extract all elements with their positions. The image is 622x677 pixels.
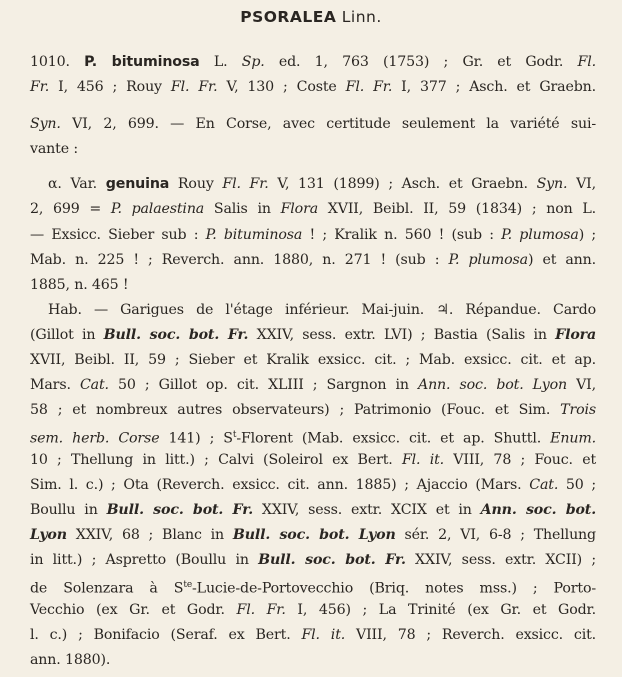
text-segment: Syn.: [30, 116, 61, 132]
text-segment: XXIV, 68 ; Blanc in: [66, 527, 233, 543]
text-segment: vante :: [30, 141, 78, 157]
text-line: [30, 500, 596, 520]
text-segment: Fl. it.: [301, 627, 346, 643]
text-segment: P. plumosa: [501, 227, 579, 243]
text-segment: (Gillot in: [30, 327, 104, 343]
text-segment: l. c.) ; Bonifacio (Seraf. ex Bert.: [30, 627, 302, 643]
text-segment: Boullu in: [30, 502, 107, 518]
text-segment: V, 131 (1899) ; Asch. et Graebn.: [268, 176, 537, 192]
text-line: [30, 225, 596, 245]
genus-author: Linn.: [341, 8, 382, 26]
text-line: [30, 600, 596, 620]
text-line: [30, 77, 596, 97]
text-segment: Rouy: [169, 176, 223, 192]
text-line: [30, 575, 596, 599]
text-segment: Cat.: [79, 377, 109, 393]
text-segment: sem. herb. Corse: [30, 430, 160, 447]
text-segment: in litt.) ; Aspretto (Boullu in: [30, 552, 259, 568]
text-line: [30, 475, 596, 495]
text-segment: XVII, Beibl. II, 59 (1834) ; non L.: [318, 201, 596, 217]
text-segment: Ann. soc. bot. Lyon: [417, 377, 567, 393]
text-segment: VIII, 78 ; Fouc. et: [444, 452, 596, 468]
text-segment: Salis in: [204, 201, 281, 217]
text-segment: Bull. soc. bot. Fr.: [103, 327, 249, 343]
text-line: [30, 275, 596, 295]
text-line: [30, 450, 596, 470]
text-line: [30, 375, 596, 395]
text-segment: Sim. l. c.) ; Ota (Reverch. exsicc. cit. ann. 1885) ; Ajaccio (Mars.: [30, 477, 530, 493]
text-segment: 1885, n. 465 !: [30, 277, 129, 293]
text-segment: 10 ; Thellung in litt.) ; Calvi (Soleirol ex Bert.: [30, 452, 402, 468]
text-segment: te: [183, 580, 193, 590]
text-segment: VI,: [566, 377, 596, 393]
text-segment: I, 456) ; La Trinité (ex Gr. et Godr.: [285, 602, 596, 618]
text-segment: Cat.: [529, 477, 559, 493]
text-segment: Flora: [555, 327, 596, 343]
text-segment: ed. 1, 763 (1753) ; Gr. et Godr.: [264, 54, 578, 70]
text-segment: ! ; Kralik n. 560 ! (sub :: [302, 227, 502, 243]
text-segment: Fl. it.: [401, 452, 444, 468]
text-segment: 58 ; et nombreux autres observateurs) ; Patrimonio (Fouc. et Sim.: [30, 402, 561, 418]
text-segment: t: [232, 430, 237, 440]
text-line: [30, 114, 596, 134]
text-segment: Bull. soc. bot. Lyon: [232, 527, 396, 543]
text-line: [30, 52, 596, 72]
text-segment: P. bituminosa: [84, 54, 200, 70]
text-segment: Syn.: [536, 176, 568, 192]
text-line: [30, 650, 596, 670]
text-segment: Hab. — Garigues de l'étage inférieur. Mai-juin. ♃. Répandue. Cardo: [48, 302, 596, 318]
text-segment: I, 377 ; Asch. et Graebn.: [392, 79, 596, 95]
text-line: [30, 350, 596, 370]
text-segment: Mars.: [30, 377, 80, 393]
text-line: [30, 400, 596, 420]
text-segment: VI, 2, 699. — En Corse, avec certitude seulement la variété sui-: [60, 116, 596, 132]
text-segment: Bull. soc. bot. Fr.: [106, 502, 254, 518]
text-segment: ) ;: [578, 227, 597, 243]
text-segment: L.: [199, 54, 242, 70]
text-segment: P. plumosa: [448, 252, 528, 268]
text-segment: Mab. n. 225 ! ; Reverch. ann. 1880, n. 271 ! (sub :: [30, 252, 449, 268]
text-segment: XXIV, sess. extr. XCII) ;: [405, 552, 596, 568]
text-line: [48, 174, 596, 194]
text-segment: P. palaestina: [110, 201, 205, 217]
text-line: [48, 300, 596, 320]
text-segment: I, 456 ; Rouy: [49, 79, 171, 95]
text-line: [30, 139, 596, 159]
text-segment: XVII, Beibl. II, 59 ; Sieber et Kralik exsicc. cit. ; Mab. exsicc. cit. et ap.: [30, 352, 596, 368]
text-segment: sér. 2, VI, 6-8 ; Thellung: [395, 527, 596, 543]
text-line: [30, 250, 596, 270]
text-segment: Trois: [560, 402, 596, 418]
text-segment: VI,: [567, 176, 596, 192]
text-segment: — Exsicc. Sieber sub :: [30, 227, 206, 243]
text-segment: -Florent (Mab. exsicc. cit. et ap. Shuttl.: [236, 430, 551, 447]
text-segment: Fl.: [577, 54, 596, 70]
text-segment: Flora: [280, 201, 319, 217]
text-segment: 50 ; Gillot op. cit. XLIII ; Sargnon in: [108, 377, 418, 393]
text-segment: de Solenzara à S: [30, 580, 184, 597]
text-segment: α. Var.: [48, 176, 106, 192]
text-segment: V, 130 ; Coste: [217, 79, 346, 95]
text-segment: Bull. soc. bot. Fr.: [258, 552, 406, 568]
genus-name: PSORALEA: [240, 8, 337, 26]
text-segment: XXIV, sess. extr. XCIX et in: [253, 502, 481, 518]
text-segment: P. bituminosa: [205, 227, 303, 243]
text-segment: VIII, 78 ; Reverch. exsicc. cit.: [345, 627, 596, 643]
text-line: [30, 199, 596, 219]
text-segment: Vecchio (ex Gr. et Godr.: [30, 602, 237, 618]
text-segment: Fr.: [30, 79, 50, 95]
text-segment: Sp.: [241, 54, 265, 70]
text-segment: genuina: [105, 176, 170, 192]
text-segment: Fl. Fr.: [345, 79, 393, 95]
text-segment: XXIV, sess. extr. LVI) ; Bastia (Salis in: [248, 327, 556, 343]
text-segment: 1010.: [30, 54, 85, 70]
text-line: [30, 425, 596, 449]
text-segment: 2, 699 =: [30, 201, 111, 217]
text-line: [30, 625, 596, 645]
text-line: [30, 525, 596, 545]
text-segment: Fl. Fr.: [170, 79, 218, 95]
text-segment: Ann. soc. bot.: [480, 502, 596, 518]
genus-heading: [0, 8, 622, 26]
text-segment: ann. 1880).: [30, 652, 111, 668]
text-segment: 141) ; S: [159, 430, 233, 447]
text-segment: 50 ;: [558, 477, 596, 493]
text-segment: Fl. Fr.: [222, 176, 269, 192]
text-line: [30, 550, 596, 570]
text-segment: Fl. Fr.: [236, 602, 286, 618]
text-segment: -Lucie-de-Portovecchio (Briq. notes mss.) ; Porto-: [192, 580, 596, 597]
text-line: [30, 325, 596, 345]
text-segment: Lyon: [30, 527, 67, 543]
text-segment: ) et ann.: [527, 252, 597, 268]
text-segment: Enum.: [550, 430, 596, 447]
